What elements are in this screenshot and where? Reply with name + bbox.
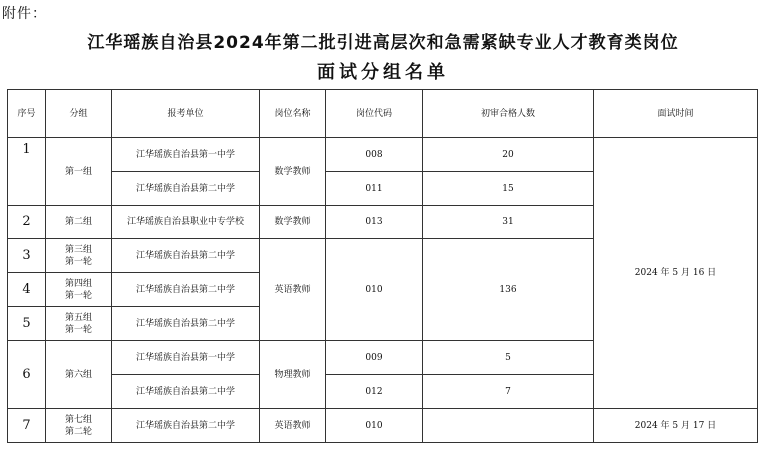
unit-cell: 江华瑶族自治县第二中学 xyxy=(112,172,260,206)
group-cell xyxy=(46,307,112,341)
interview-date-cell: 2024 年 5 月 16 日 xyxy=(594,138,758,409)
group-name: 第三组 第一轮 xyxy=(64,244,92,267)
group-cell xyxy=(46,273,112,307)
header-count: 初审合格人数 xyxy=(423,90,594,138)
code-cell: 010 xyxy=(326,409,423,443)
seq-cell: 3 xyxy=(8,239,46,273)
count-cell: 5 xyxy=(423,341,594,375)
group-cell: 第一组 xyxy=(46,138,112,206)
table-header-row xyxy=(8,90,758,138)
count-cell: 15 xyxy=(423,172,594,206)
unit-cell: 江华瑶族自治县第二中学 xyxy=(112,273,260,307)
header-group: 分组 xyxy=(46,90,112,138)
unit-cell: 江华瑶族自治县第二中学 xyxy=(112,307,260,341)
count-cell xyxy=(423,409,594,443)
header-code: 岗位代码 xyxy=(326,90,423,138)
table-row xyxy=(8,409,758,443)
code-cell: 009 xyxy=(326,341,423,375)
group-cell: 第六组 xyxy=(46,341,112,409)
count-cell: 7 xyxy=(423,375,594,409)
seq-cell: 4 xyxy=(8,273,46,307)
seq-cell: 5 xyxy=(8,307,46,341)
group-name: 第五组 第一轮 xyxy=(64,312,92,335)
header-position: 岗位名称 xyxy=(260,90,326,138)
unit-cell: 江华瑶族自治县第一中学 xyxy=(112,341,260,375)
unit-cell: 江华瑶族自治县职业中专学校 xyxy=(112,206,260,239)
seq-cell: 7 xyxy=(8,409,46,443)
unit-cell: 江华瑶族自治县第二中学 xyxy=(112,239,260,273)
group-name: 第四组 第一轮 xyxy=(64,278,92,301)
seq-cell: 6 xyxy=(8,341,46,409)
code-cell: 010 xyxy=(326,239,423,341)
seq-cell: 2 xyxy=(8,206,46,239)
document-title: 江华瑶族自治县2024年第二批引进高层次和急需紧缺专业人才教育类岗位 xyxy=(87,33,679,53)
code-cell: 011 xyxy=(326,172,423,206)
attachment-label: 附件： xyxy=(2,6,47,22)
group-name: 第七组 第二轮 xyxy=(64,414,92,437)
position-cell: 英语教师 xyxy=(260,239,326,341)
seq-cell: 1 xyxy=(8,138,46,206)
code-cell: 013 xyxy=(326,206,423,239)
header-unit: 报考单位 xyxy=(112,90,260,138)
count-cell: 20 xyxy=(423,138,594,172)
code-cell: 008 xyxy=(326,138,423,172)
position-cell: 物理教师 xyxy=(260,341,326,409)
group-cell: 第二组 xyxy=(46,206,112,239)
code-cell: 012 xyxy=(326,375,423,409)
header-seq: 序号 xyxy=(8,90,46,138)
position-cell: 英语教师 xyxy=(260,409,326,443)
position-cell: 数学教师 xyxy=(260,206,326,239)
document-subtitle: 面试分组名单 xyxy=(317,62,449,83)
unit-cell: 江华瑶族自治县第二中学 xyxy=(112,409,260,443)
count-cell: 136 xyxy=(423,239,594,341)
interview-date-cell: 2024 年 5 月 17 日 xyxy=(594,409,758,443)
interview-group-table xyxy=(7,89,758,443)
table-row xyxy=(8,138,758,172)
unit-cell: 江华瑶族自治县第二中学 xyxy=(112,375,260,409)
group-cell xyxy=(46,409,112,443)
group-cell xyxy=(46,239,112,273)
count-cell: 31 xyxy=(423,206,594,239)
position-cell: 数学教师 xyxy=(260,138,326,206)
header-time: 面试时间 xyxy=(594,90,758,138)
unit-cell: 江华瑶族自治县第一中学 xyxy=(112,138,260,172)
